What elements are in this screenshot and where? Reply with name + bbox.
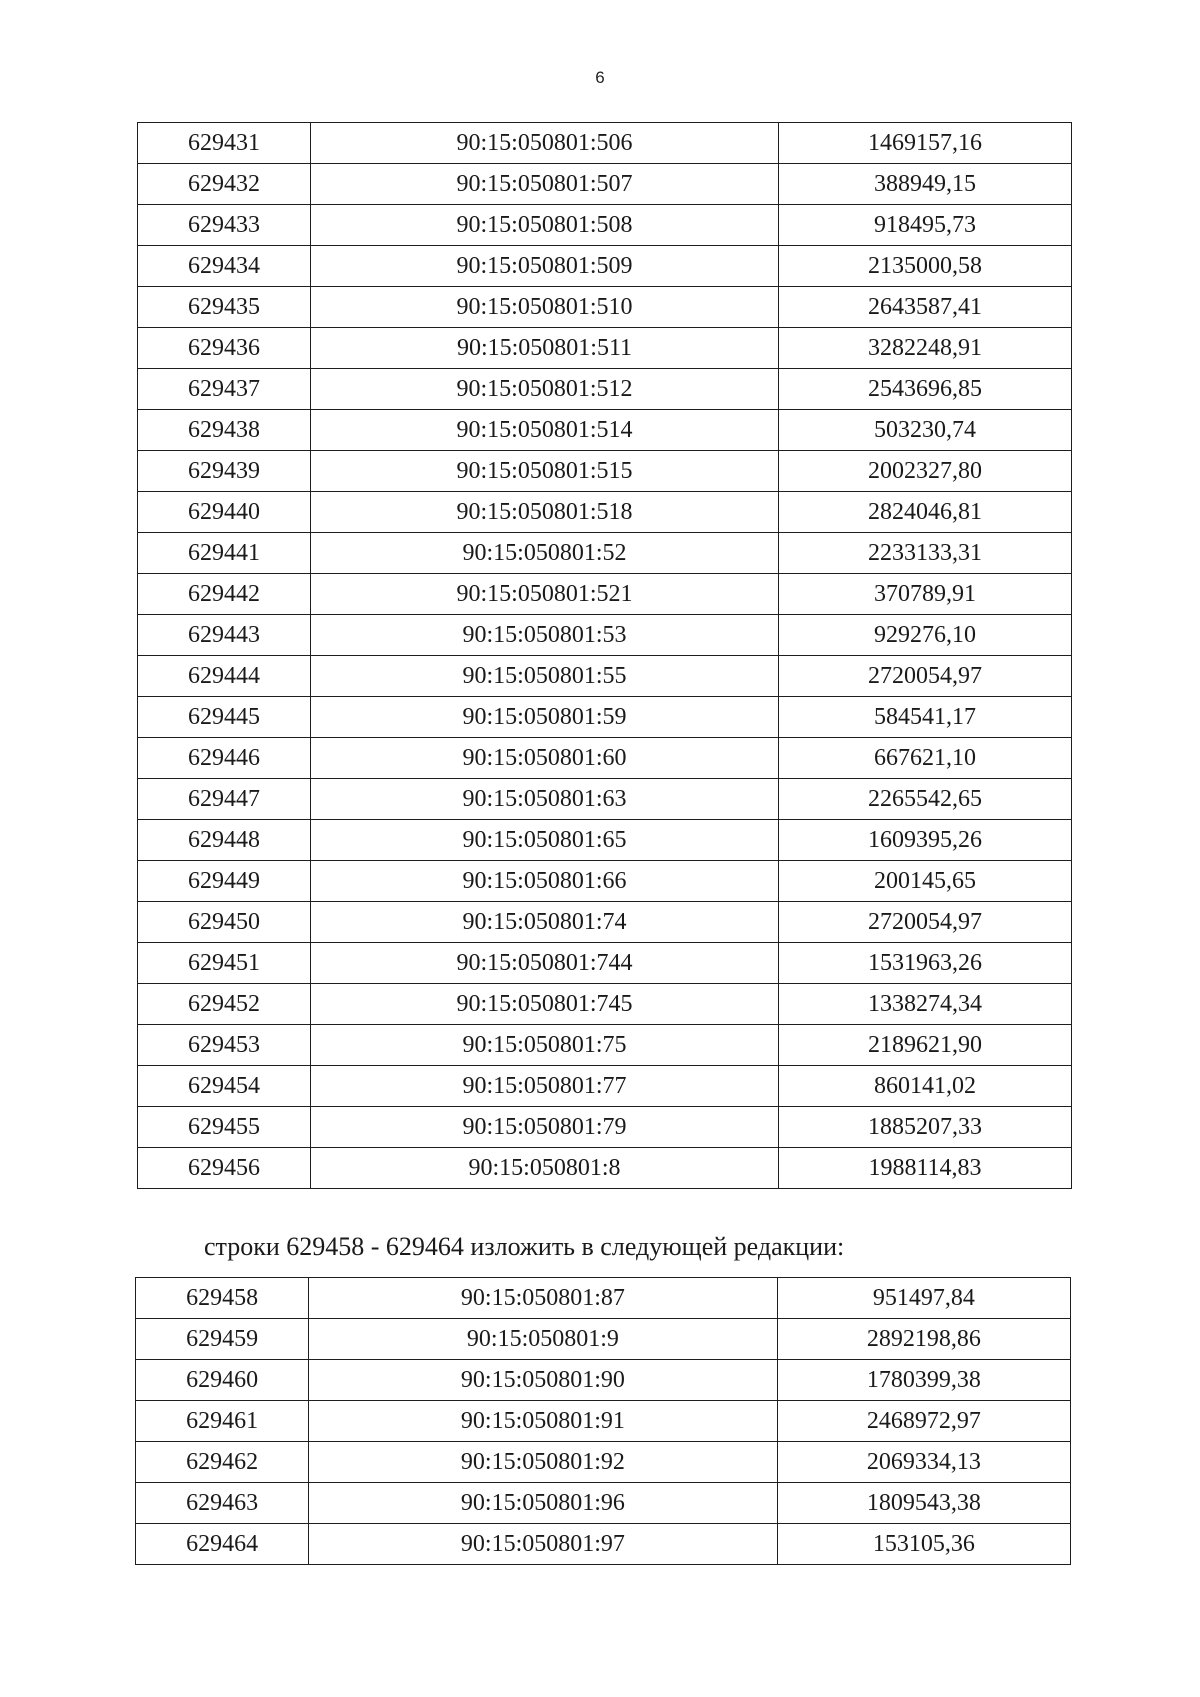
cadastral-value-cell: 1988114,83 bbox=[779, 1148, 1072, 1189]
row-number-cell: 629441 bbox=[138, 533, 311, 574]
cadastral-value-cell: 929276,10 bbox=[779, 615, 1072, 656]
cadastral-number-cell: 90:15:050801:8 bbox=[311, 1148, 779, 1189]
cadastral-number-cell: 90:15:050801:60 bbox=[311, 738, 779, 779]
table-row bbox=[138, 1025, 1072, 1066]
table-row bbox=[138, 328, 1072, 369]
row-number-cell: 629431 bbox=[138, 123, 311, 164]
cadastral-number-cell: 90:15:050801:508 bbox=[311, 205, 779, 246]
table-row bbox=[138, 943, 1072, 984]
amended-rows-table bbox=[135, 1277, 1071, 1565]
cadastral-value-cell: 2189621,90 bbox=[779, 1025, 1072, 1066]
cadastral-value-cell: 153105,36 bbox=[777, 1524, 1070, 1565]
cadastral-value-cell: 1469157,16 bbox=[779, 123, 1072, 164]
cadastral-number-cell: 90:15:050801:59 bbox=[311, 697, 779, 738]
cadastral-value-cell: 2265542,65 bbox=[779, 779, 1072, 820]
cadastral-value-cell: 2002327,80 bbox=[779, 451, 1072, 492]
cadastral-value-cell: 2069334,13 bbox=[777, 1442, 1070, 1483]
table-row bbox=[136, 1442, 1071, 1483]
cadastral-number-cell: 90:15:050801:75 bbox=[311, 1025, 779, 1066]
table-row bbox=[138, 738, 1072, 779]
cadastral-value-cell: 503230,74 bbox=[779, 410, 1072, 451]
cadastral-number-cell: 90:15:050801:745 bbox=[311, 984, 779, 1025]
cadastral-number-cell: 90:15:050801:63 bbox=[311, 779, 779, 820]
cadastral-number-cell: 90:15:050801:514 bbox=[311, 410, 779, 451]
table-row bbox=[138, 1107, 1072, 1148]
cadastral-value-cell: 2135000,58 bbox=[779, 246, 1072, 287]
cadastral-value-cell: 584541,17 bbox=[779, 697, 1072, 738]
row-number-cell: 629463 bbox=[136, 1483, 309, 1524]
cadastral-number-cell: 90:15:050801:511 bbox=[311, 328, 779, 369]
cadastral-number-cell: 90:15:050801:65 bbox=[311, 820, 779, 861]
cadastral-value-cell: 2233133,31 bbox=[779, 533, 1072, 574]
row-number-cell: 629451 bbox=[138, 943, 311, 984]
table-row bbox=[138, 984, 1072, 1025]
cadastral-value-cell: 200145,65 bbox=[779, 861, 1072, 902]
table-row bbox=[136, 1483, 1071, 1524]
cadastral-number-cell: 90:15:050801:515 bbox=[311, 451, 779, 492]
table-row bbox=[138, 779, 1072, 820]
cadastral-number-cell: 90:15:050801:507 bbox=[311, 164, 779, 205]
cadastral-number-cell: 90:15:050801:53 bbox=[311, 615, 779, 656]
page-number: 6 bbox=[595, 68, 605, 87]
cadastral-value-cell: 1609395,26 bbox=[779, 820, 1072, 861]
cadastral-number-cell: 90:15:050801:66 bbox=[311, 861, 779, 902]
table-row bbox=[136, 1524, 1071, 1565]
table-row bbox=[136, 1401, 1071, 1442]
row-number-cell: 629450 bbox=[138, 902, 311, 943]
cadastral-value-cell: 1885207,33 bbox=[779, 1107, 1072, 1148]
table-row bbox=[136, 1319, 1071, 1360]
row-number-cell: 629432 bbox=[138, 164, 311, 205]
row-number-cell: 629444 bbox=[138, 656, 311, 697]
table-row bbox=[138, 492, 1072, 533]
table-row bbox=[138, 246, 1072, 287]
table-row bbox=[138, 902, 1072, 943]
table-row bbox=[138, 1066, 1072, 1107]
row-number-cell: 629446 bbox=[138, 738, 311, 779]
cadastral-number-cell: 90:15:050801:96 bbox=[309, 1483, 778, 1524]
table-row bbox=[138, 410, 1072, 451]
table-body bbox=[138, 123, 1072, 1189]
table-row bbox=[138, 123, 1072, 164]
row-number-cell: 629448 bbox=[138, 820, 311, 861]
row-number-cell: 629436 bbox=[138, 328, 311, 369]
cadastral-number-cell: 90:15:050801:518 bbox=[311, 492, 779, 533]
table-body bbox=[136, 1278, 1071, 1565]
row-number-cell: 629434 bbox=[138, 246, 311, 287]
table-row bbox=[138, 861, 1072, 902]
row-number-cell: 629439 bbox=[138, 451, 311, 492]
cadastral-value-cell: 2720054,97 bbox=[779, 902, 1072, 943]
cadastral-value-table bbox=[137, 122, 1072, 1189]
table-row bbox=[138, 533, 1072, 574]
row-number-cell: 629440 bbox=[138, 492, 311, 533]
table-row bbox=[138, 205, 1072, 246]
row-number-cell: 629447 bbox=[138, 779, 311, 820]
table-row bbox=[138, 820, 1072, 861]
row-number-cell: 629458 bbox=[136, 1278, 309, 1319]
cadastral-number-cell: 90:15:050801:506 bbox=[311, 123, 779, 164]
table-row bbox=[138, 164, 1072, 205]
cadastral-number-cell: 90:15:050801:97 bbox=[309, 1524, 778, 1565]
row-number-cell: 629460 bbox=[136, 1360, 309, 1401]
table-row bbox=[138, 574, 1072, 615]
cadastral-number-cell: 90:15:050801:91 bbox=[309, 1401, 778, 1442]
row-number-cell: 629462 bbox=[136, 1442, 309, 1483]
row-number-cell: 629459 bbox=[136, 1319, 309, 1360]
cadastral-number-cell: 90:15:050801:87 bbox=[309, 1278, 778, 1319]
row-number-cell: 629445 bbox=[138, 697, 311, 738]
table-row bbox=[138, 369, 1072, 410]
table-row bbox=[138, 1148, 1072, 1189]
row-number-cell: 629435 bbox=[138, 287, 311, 328]
cadastral-value-cell: 2824046,81 bbox=[779, 492, 1072, 533]
cadastral-number-cell: 90:15:050801:9 bbox=[309, 1319, 778, 1360]
cadastral-number-cell: 90:15:050801:52 bbox=[311, 533, 779, 574]
cadastral-value-cell: 2892198,86 bbox=[777, 1319, 1070, 1360]
table-row bbox=[138, 615, 1072, 656]
cadastral-number-cell: 90:15:050801:74 bbox=[311, 902, 779, 943]
row-number-cell: 629438 bbox=[138, 410, 311, 451]
table-row bbox=[138, 697, 1072, 738]
cadastral-number-cell: 90:15:050801:512 bbox=[311, 369, 779, 410]
table-row bbox=[138, 656, 1072, 697]
cadastral-value-cell: 2543696,85 bbox=[779, 369, 1072, 410]
cadastral-number-cell: 90:15:050801:79 bbox=[311, 1107, 779, 1148]
cadastral-value-cell: 3282248,91 bbox=[779, 328, 1072, 369]
cadastral-value-cell: 388949,15 bbox=[779, 164, 1072, 205]
amendment-instruction: строки 629458 - 629464 изложить в следующей редакции: bbox=[204, 1232, 845, 1261]
cadastral-value-cell: 918495,73 bbox=[779, 205, 1072, 246]
cadastral-number-cell: 90:15:050801:77 bbox=[311, 1066, 779, 1107]
table-row bbox=[138, 287, 1072, 328]
cadastral-number-cell: 90:15:050801:510 bbox=[311, 287, 779, 328]
cadastral-value-cell: 1809543,38 bbox=[777, 1483, 1070, 1524]
row-number-cell: 629452 bbox=[138, 984, 311, 1025]
cadastral-value-cell: 1780399,38 bbox=[777, 1360, 1070, 1401]
row-number-cell: 629433 bbox=[138, 205, 311, 246]
cadastral-value-cell: 860141,02 bbox=[779, 1066, 1072, 1107]
cadastral-number-cell: 90:15:050801:509 bbox=[311, 246, 779, 287]
row-number-cell: 629461 bbox=[136, 1401, 309, 1442]
cadastral-number-cell: 90:15:050801:521 bbox=[311, 574, 779, 615]
cadastral-number-cell: 90:15:050801:744 bbox=[311, 943, 779, 984]
cadastral-value-cell: 951497,84 bbox=[777, 1278, 1070, 1319]
table-row bbox=[136, 1360, 1071, 1401]
row-number-cell: 629449 bbox=[138, 861, 311, 902]
cadastral-number-cell: 90:15:050801:55 bbox=[311, 656, 779, 697]
row-number-cell: 629443 bbox=[138, 615, 311, 656]
row-number-cell: 629455 bbox=[138, 1107, 311, 1148]
row-number-cell: 629454 bbox=[138, 1066, 311, 1107]
cadastral-number-cell: 90:15:050801:92 bbox=[309, 1442, 778, 1483]
row-number-cell: 629442 bbox=[138, 574, 311, 615]
cadastral-value-cell: 1531963,26 bbox=[779, 943, 1072, 984]
cadastral-value-cell: 2720054,97 bbox=[779, 656, 1072, 697]
cadastral-number-cell: 90:15:050801:90 bbox=[309, 1360, 778, 1401]
cadastral-value-cell: 1338274,34 bbox=[779, 984, 1072, 1025]
cadastral-value-cell: 370789,91 bbox=[779, 574, 1072, 615]
row-number-cell: 629456 bbox=[138, 1148, 311, 1189]
cadastral-value-cell: 2468972,97 bbox=[777, 1401, 1070, 1442]
row-number-cell: 629464 bbox=[136, 1524, 309, 1565]
table-row bbox=[138, 451, 1072, 492]
cadastral-value-cell: 667621,10 bbox=[779, 738, 1072, 779]
row-number-cell: 629437 bbox=[138, 369, 311, 410]
row-number-cell: 629453 bbox=[138, 1025, 311, 1066]
cadastral-value-cell: 2643587,41 bbox=[779, 287, 1072, 328]
table-row bbox=[136, 1278, 1071, 1319]
